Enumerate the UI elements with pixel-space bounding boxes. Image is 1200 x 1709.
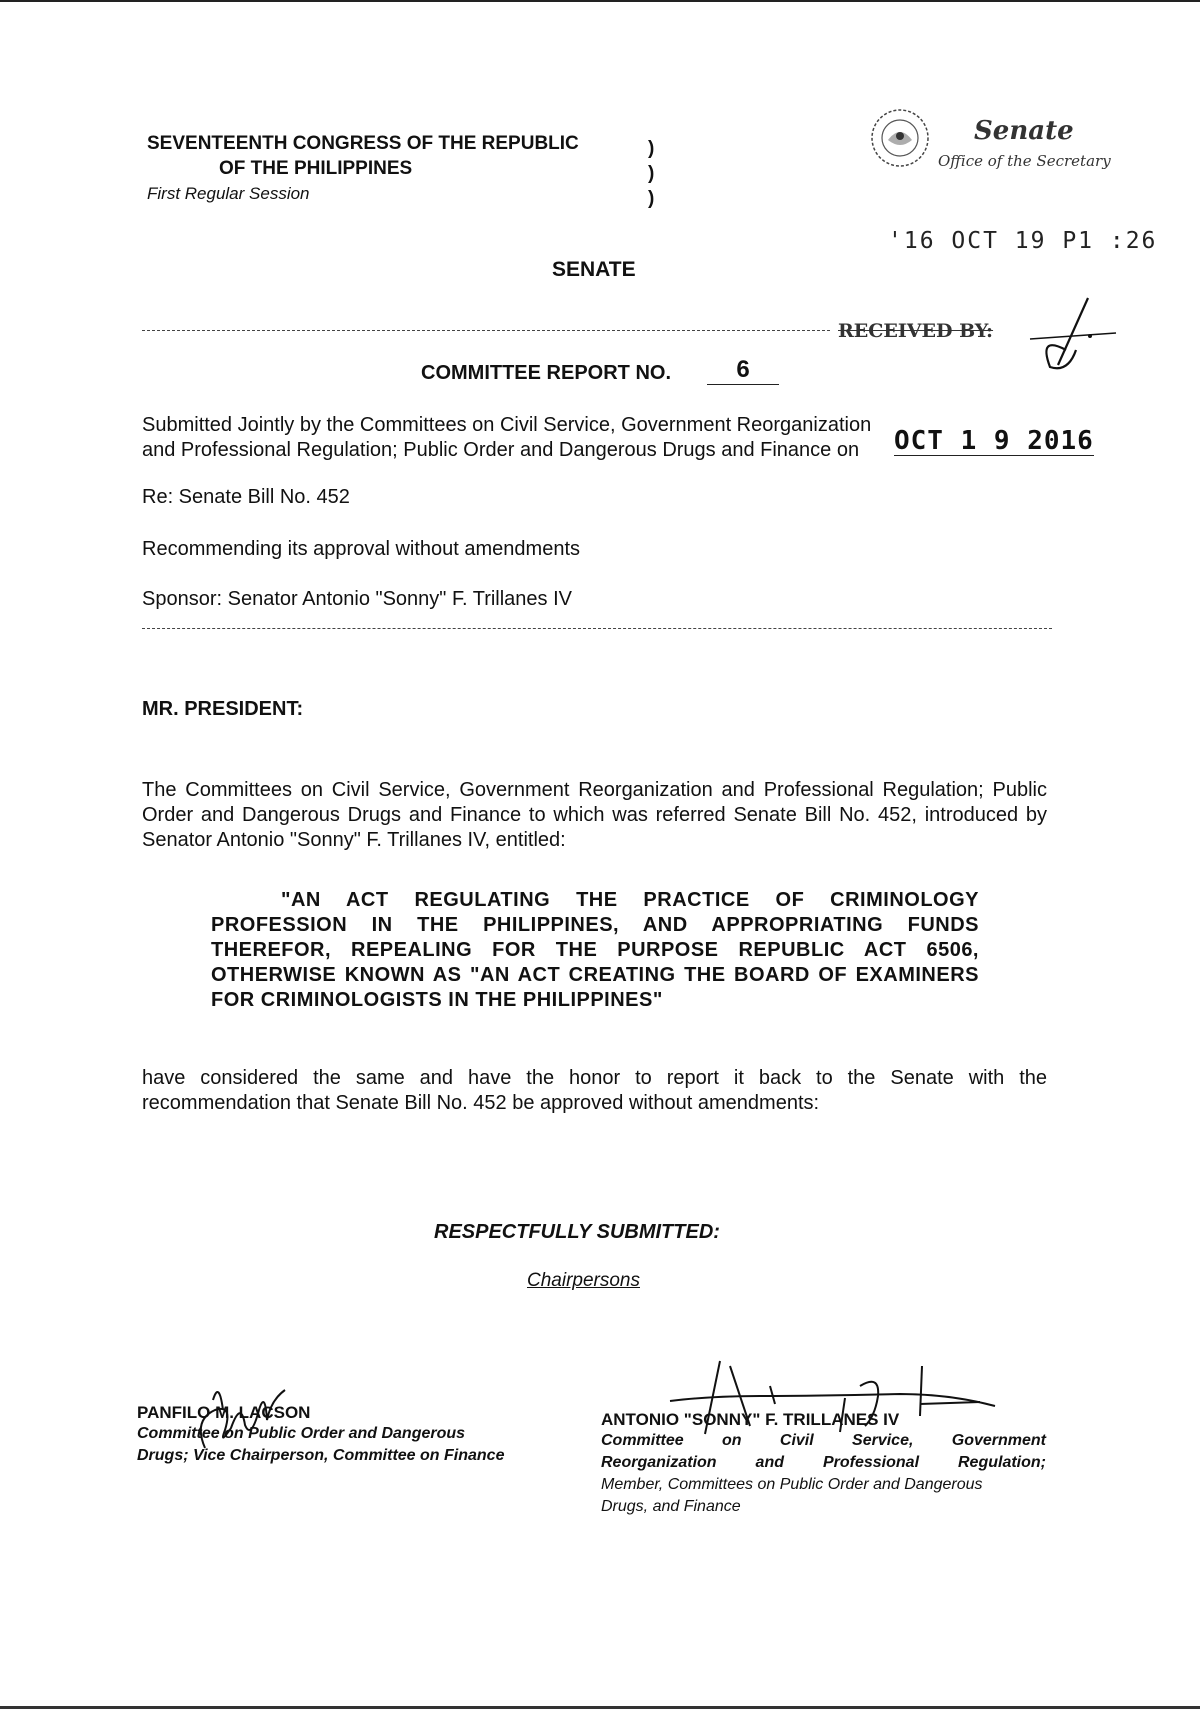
signatory-2 <box>601 1410 1046 1518</box>
signatory-2-role-2: Reorganization and Professional Regulation; <box>601 1454 1046 1471</box>
senate-seal-icon <box>866 106 934 175</box>
divider-top <box>142 330 830 331</box>
signatory-2-role-4: Drugs, and Finance <box>601 1498 741 1515</box>
chamber-title: SENATE <box>552 258 636 281</box>
signatory-1-role-1: Committee on Public Order and Dangerous <box>137 1425 466 1442</box>
re-line: Re: Senate Bill No. 452 <box>142 486 350 508</box>
intro-paragraph: The Committees on Civil Service, Government Reorganization and Professional Regulation; Public Order and Dangerous Drugs and Finance to which was referred Senate Bill No. 452, introduced by Senator Antonio "Sonny" F. Trillanes IV, entitled: <box>142 779 1047 851</box>
report-label: COMMITTEE REPORT NO. <box>421 362 671 384</box>
signatory-1-role-2: Drugs; Vice Chairperson, Committee on Finance <box>137 1447 505 1464</box>
congress-header <box>147 131 579 206</box>
submitted-text: Submitted Jointly by the Committees on Civil Service, Government Reorganization and Professional Regulation; Public Order and Dangerous Drugs and Finance on <box>142 414 872 461</box>
divider-bottom <box>142 628 1052 629</box>
submitted-paragraph <box>142 413 902 463</box>
stamp-office-sub: Office of the Secretary <box>938 152 1111 170</box>
congress-line-1: SEVENTEENTH CONGRESS OF THE REPUBLIC <box>147 133 579 154</box>
congress-line-2: OF THE PHILIPPINES <box>219 158 413 179</box>
session-line: First Regular Session <box>147 184 310 203</box>
stamp-office-title: Senate <box>974 116 1074 146</box>
received-by-label: RECEIVED BY: <box>838 320 994 342</box>
stamp-datetime: '16 OCT 19 P1 :26 <box>888 228 1158 254</box>
header-brackets <box>648 136 654 211</box>
submitted-date: OCT 1 9 2016 <box>894 426 1094 456</box>
bracket-2: ) <box>648 163 655 184</box>
signatory-2-role-3: Member, Committees on Public Order and Dangerous <box>601 1476 983 1493</box>
signatory-2-role-1: Committee on Civil Service, Government <box>601 1432 1046 1449</box>
respectfully-submitted: RESPECTFULLY SUBMITTED: <box>434 1221 720 1243</box>
signatory-2-name: ANTONIO "SONNY" F. TRILLANES IV <box>601 1410 900 1429</box>
chairpersons-heading: Chairpersons <box>527 1270 640 1291</box>
received-by-signature <box>1028 295 1118 380</box>
salutation: MR. PRESIDENT: <box>142 698 304 720</box>
signatory-1 <box>137 1403 577 1467</box>
bill-title: "AN ACT REGULATING THE PRACTICE OF CRIMINOLOGY PROFESSION IN THE PHILIPPINES, AND APPROPRIATING FUNDS THEREFOR, REPEALING FOR THE PURPOSE REPUBLIC ACT 6506, OTHERWISE KNOWN AS "AN ACT CREATING THE BOARD OF EXAMINERS FOR CRIMINOLOGISTS IN THE PHILIPPINES" <box>211 889 979 1011</box>
report-number: 6 <box>707 356 779 385</box>
recommendation-line: Recommending its approval without amendments <box>142 538 580 560</box>
bracket-1: ) <box>648 138 655 159</box>
conclusion-paragraph: have considered the same and have the honor to report it back to the Senate with the recommendation that Senate Bill No. 452 be approved without amendments: <box>142 1067 1047 1114</box>
bracket-3: ) <box>648 188 655 209</box>
sponsor-line: Sponsor: Senator Antonio "Sonny" F. Trillanes IV <box>142 588 572 610</box>
signatory-1-name: PANFILO M. LACSON <box>137 1403 311 1422</box>
scan-top-border <box>0 0 1200 2</box>
